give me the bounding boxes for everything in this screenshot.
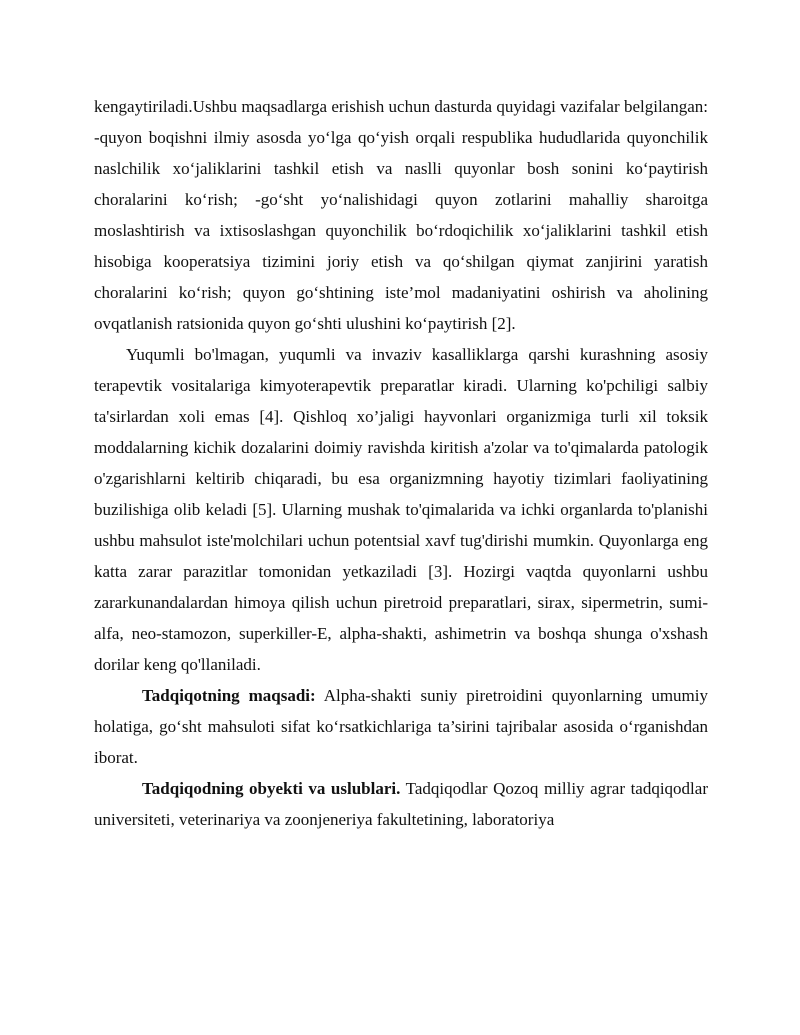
paragraph-research-object xyxy=(94,773,708,835)
paragraph-chemotherapy xyxy=(94,339,708,680)
paragraph-lead: Tadqiqotning maqsadi: xyxy=(142,686,316,705)
paragraph-tasks xyxy=(94,91,708,339)
paragraph-text: Yuqumli bo'lmagan, yuqumli va invaziv kasalliklarga qarshi kurashning asosiy terapevtik vositalariga kimyoterapevtik preparatlar kiradi. Ularning ko'pchiligi salbiy ta'sirlardan xoli emas [4]. Qishloq xo’jaligi hayvonlari organizmiga turli xil toksik moddalarning kichik dozalarini doimiy ravishda kiritish a'zolar va to'qimalarda patologik o'zgarishlarni keltirib chiqaradi, bu esa organizmning hayotiy tizimlari faoliyatining buzilishiga olib keladi [5]. Ularning mushak to'qimalarida va ichki organlarda to'planishi ushbu mahsulot iste'molchilari uchun potentsial xavf tug'dirishi mumkin. Quyonlarga eng katta zarar parazitlar tomonidan yetkaziladi [3]. Hozirgi vaqtda quyonlarni ushbu zararkunandalardan himoya qilish uchun piretroid preparatlari, sirax, sipermetrin, sumi-alfa, neo-stamozon, superkiller-E, alpha-shakti, ashimetrin va boshqa shunga o'xshash dorilar keng qo'llaniladi. xyxy=(94,345,708,674)
paragraph-text: kengaytiriladi.Ushbu maqsadlarga erishish uchun dasturda quyidagi vazifalar belgilangan: -quyon boqishni ilmiy asosda yo‘lga qo‘yish orqali respublika hududlarida quyonchilik naslchilik xo‘jaliklarini tashkil etish va naslli quyonlar bosh sonini ko‘paytirish choralarini ko‘rish; -go‘sht yo‘nalishidagi quyon zotlarini mahalliy sharoitga moslashtirish va ixtisoslashgan quyonchilik bo‘rdoqichilik xo‘jaliklarini tashkil etish hisobiga kooperatsiya tizimini joriy etish va qo‘shilgan qiymat zanjirini yaratish choralarini ko‘rish; quyon go‘shtining iste’mol madaniyatini oshirish va aholining ovqatlanish ratsionida quyon go‘shti ulushini ko‘paytirish [2]. xyxy=(94,97,708,333)
paragraph-text: Alpha-shakti suniy piretroidini quyonlarning umumiy holatiga, go‘sht mahsuloti sifat ko‘rsatkichlariga ta’sirini tajribalar asosida o‘rganishdan iborat. xyxy=(94,686,708,767)
paragraph-research-goal xyxy=(94,680,708,773)
paragraph-text: Tadqiqodlar Qozoq milliy agrar tadqiqodlar universiteti, veterinariya va zoonjeneriya fakultetining, laboratoriya xyxy=(94,779,708,829)
paragraph-lead: Tadqiqodning obyekti va uslublari. xyxy=(142,779,401,798)
